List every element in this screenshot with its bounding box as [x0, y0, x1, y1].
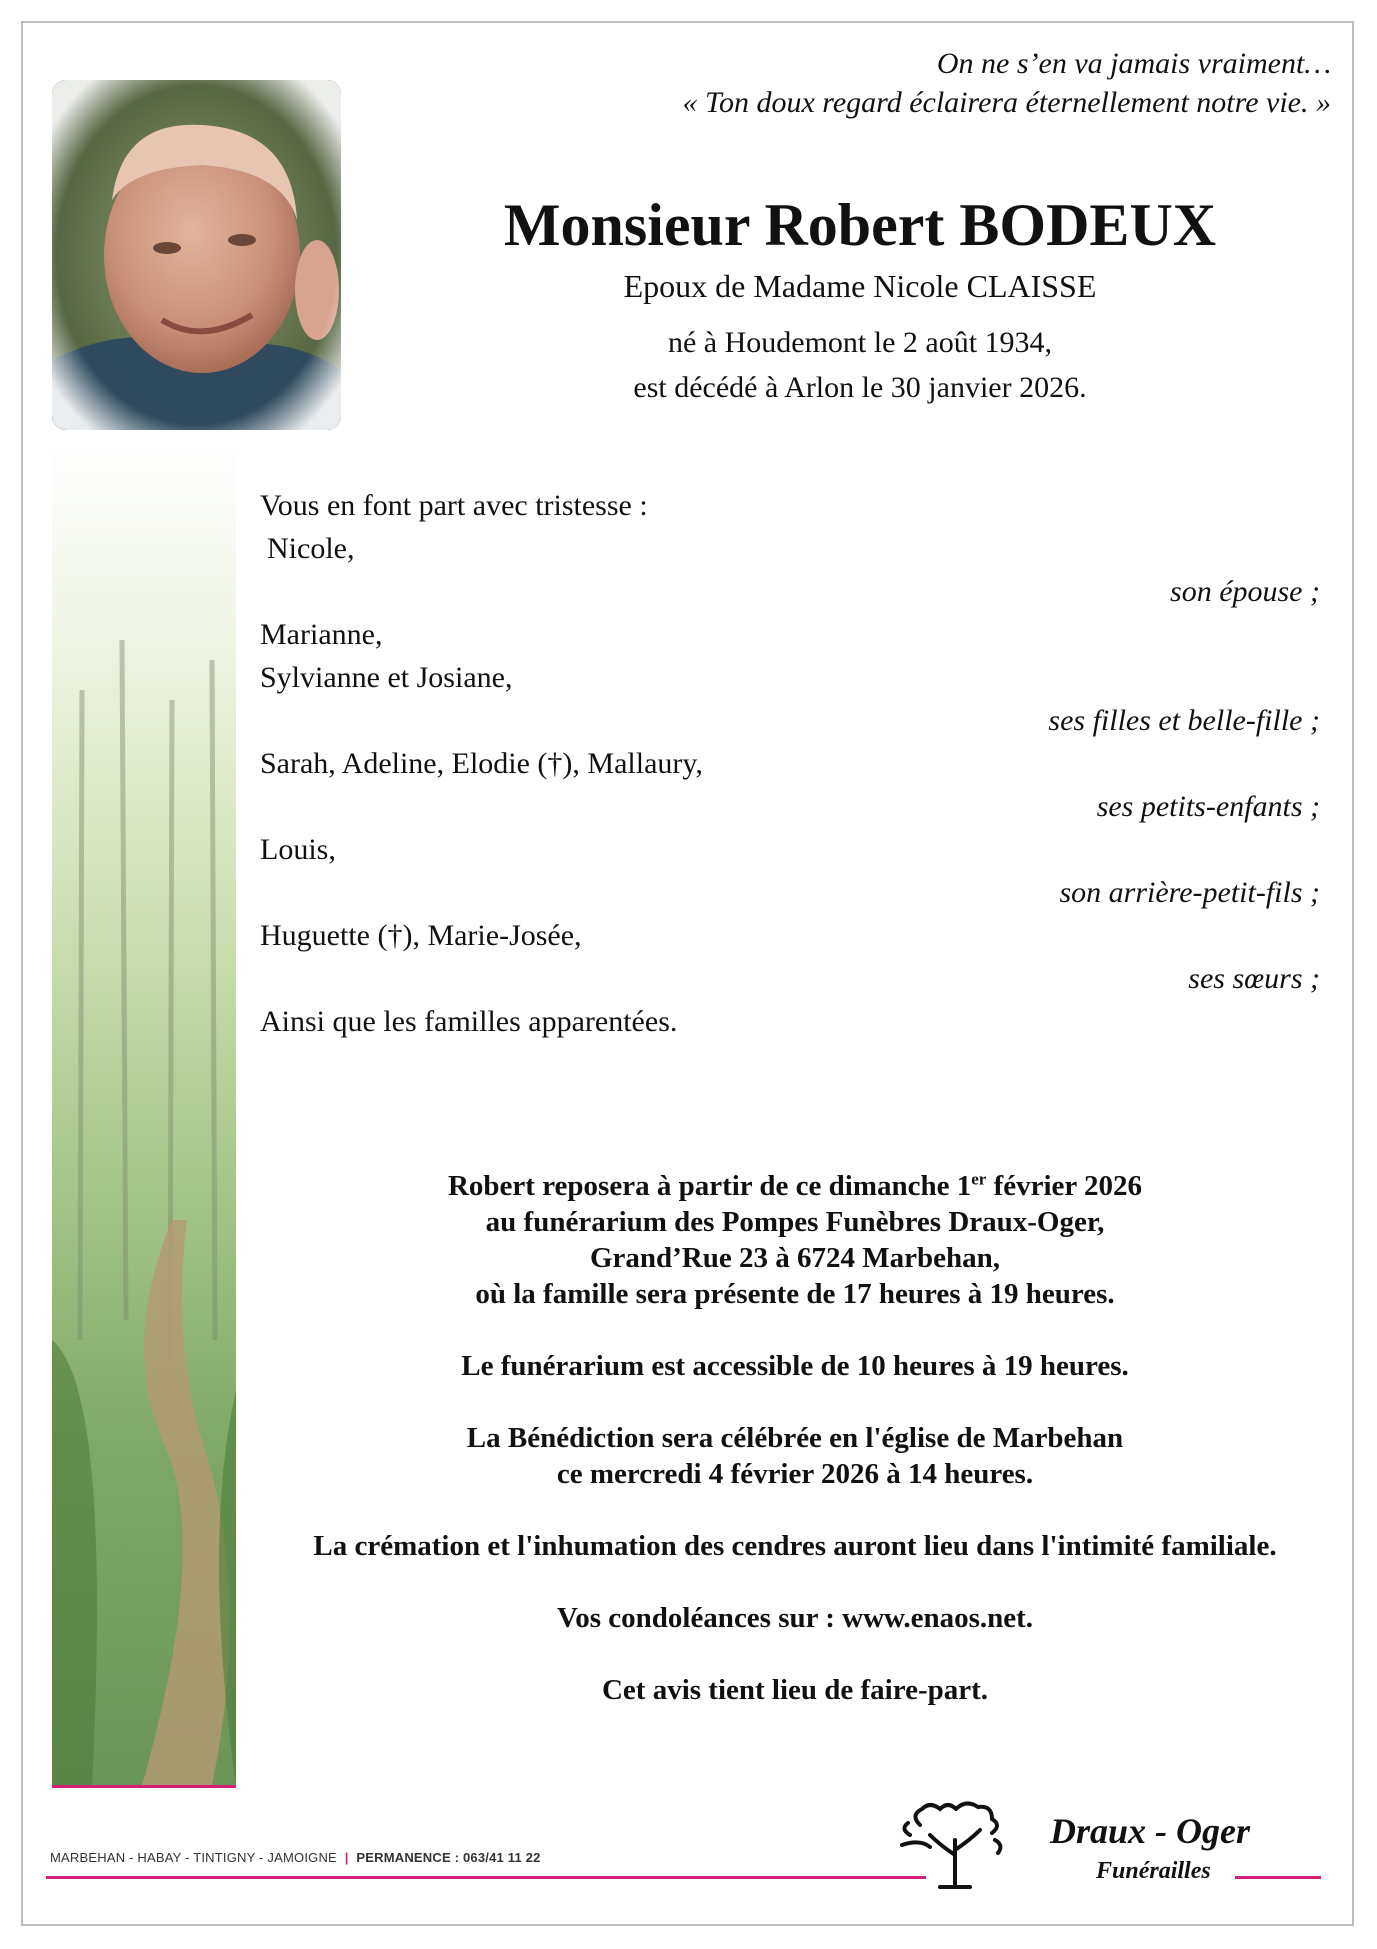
family-names: Louis, — [260, 833, 336, 866]
footer-locations: MARBEHAN - HABAY - TINTIGNY - JAMOIGNE — [50, 1850, 337, 1865]
family-list — [260, 484, 1320, 1043]
company-logo-name: Draux - Oger — [1050, 1811, 1251, 1851]
visitation-line-4: où la famille sera présente de 17 heures à 19 heures. — [475, 1278, 1115, 1310]
family-names: Sylvianne et Josiane, — [260, 661, 513, 694]
blessing-line-1: La Bénédiction sera célébrée en l'église de Marbehan — [466, 1422, 1124, 1454]
footer-separator: | — [344, 1850, 349, 1865]
deceased-name: Monsieur Robert BODEUX — [503, 192, 1217, 258]
family-relation: ses petits-enfants ; — [1096, 790, 1320, 823]
cremation-note: La crémation et l'inhumation des cendres auront lieu dans l'intimité familiale. — [313, 1530, 1277, 1562]
birth-death-dates — [380, 320, 1340, 410]
family-relation: son arrière-petit-fils ; — [1059, 876, 1320, 909]
family-relation: son épouse ; — [1170, 575, 1320, 608]
quote-line-2: « Ton doux regard éclairera éternellement notre vie. » — [682, 86, 1331, 119]
family-names: Huguette (†), Marie-Josée, — [260, 919, 582, 952]
quote-line-1: On ne s’en va jamais vraiment… — [936, 47, 1331, 80]
portrait-photo — [52, 80, 341, 430]
visitation-line-1a: Robert reposera à partir de ce dimanche 1 — [447, 1170, 972, 1202]
blessing-paragraph — [260, 1420, 1330, 1492]
birth-line: né à Houdemont le 2 août 1934, — [667, 326, 1053, 359]
family-names: Nicole, — [267, 532, 355, 565]
death-line: est décédé à Arlon le 30 janvier 2026. — [633, 371, 1087, 404]
family-names: Marianne, — [260, 618, 383, 651]
footer-rule-right — [1235, 1876, 1321, 1879]
access-hours: Le funérarium est accessible de 10 heures à 19 heures. — [461, 1350, 1129, 1382]
visitation-line-2: au funérarium des Pompes Funèbres Draux-Oger, — [485, 1206, 1105, 1238]
funeral-information — [260, 1168, 1330, 1744]
forest-path-image — [52, 440, 236, 1785]
family-relation: ses sœurs ; — [1188, 962, 1320, 995]
visitation-paragraph — [260, 1168, 1330, 1312]
ordinal-suffix: er — [971, 1169, 987, 1189]
spouse-line: Epoux de Madame Nicole CLAISSE — [623, 268, 1097, 304]
strip-underline — [52, 1785, 236, 1788]
footer-permanence: PERMANENCE : 063/41 11 22 — [356, 1850, 541, 1865]
visitation-line-1b: février 2026 — [986, 1170, 1143, 1202]
company-logo-subtitle: Funérailles — [1090, 1858, 1217, 1885]
condolences-link: Vos condoléances sur : www.enaos.net. — [556, 1602, 1034, 1634]
tree-logo-icon — [900, 1795, 1010, 1895]
family-names: Sarah, Adeline, Elodie (†), Mallaury, — [260, 747, 703, 780]
footer-contact — [50, 1850, 541, 1865]
epitaph-quote — [683, 44, 1331, 122]
family-closing: Ainsi que les familles apparentées. — [260, 1005, 678, 1038]
footer-rule — [46, 1876, 926, 1879]
visitation-line-3: Grand’Rue 23 à 6724 Marbehan, — [589, 1242, 1001, 1274]
family-intro: Vous en font part avec tristesse : — [260, 489, 648, 522]
blessing-line-2: ce mercredi 4 février 2026 à 14 heures. — [556, 1458, 1034, 1490]
notice-statement: Cet avis tient lieu de faire-part. — [601, 1674, 989, 1706]
family-relation: ses filles et belle-fille ; — [1048, 704, 1320, 737]
